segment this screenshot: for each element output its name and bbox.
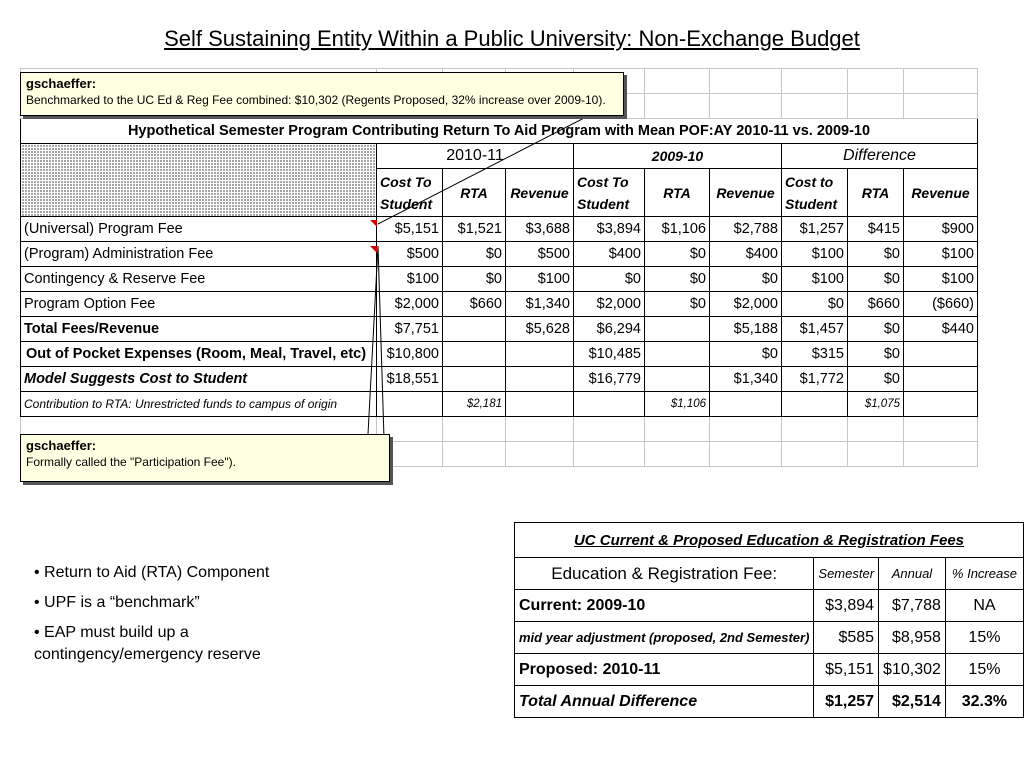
cell: $100 bbox=[506, 267, 574, 292]
cell: $900 bbox=[904, 217, 978, 242]
cell: $0 bbox=[848, 242, 904, 267]
row-label: Contingency & Reserve Fee bbox=[21, 267, 377, 292]
cell: $2,514 bbox=[879, 686, 946, 718]
table-row bbox=[515, 590, 1024, 622]
cell: $100 bbox=[782, 267, 848, 292]
row-label: Model Suggests Cost to Student bbox=[21, 367, 377, 392]
cell: NA bbox=[945, 590, 1023, 622]
comment-box-bottom[interactable] bbox=[20, 434, 390, 482]
group-header-2009-10: 2009-10 bbox=[574, 144, 782, 169]
cell: $6,294 bbox=[574, 317, 645, 342]
row-label: (Program) Administration Fee bbox=[21, 242, 377, 267]
cell: 15% bbox=[945, 654, 1023, 686]
row-label: Program Option Fee bbox=[21, 292, 377, 317]
col-header: RTA bbox=[443, 169, 506, 217]
cell: $1,075 bbox=[848, 392, 904, 417]
col-header: Revenue bbox=[904, 169, 978, 217]
cell: $3,894 bbox=[814, 590, 879, 622]
cell: $1,340 bbox=[506, 292, 574, 317]
cell: $100 bbox=[904, 242, 978, 267]
cell: $10,302 bbox=[879, 654, 946, 686]
row-label: Total Annual Difference bbox=[515, 686, 814, 718]
cell: 32.3% bbox=[945, 686, 1023, 718]
cell: $1,106 bbox=[645, 392, 710, 417]
row-label: Out of Pocket Expenses (Room, Meal, Travel, etc) bbox=[21, 342, 377, 367]
col-header: Annual bbox=[879, 558, 946, 590]
cell: $585 bbox=[814, 622, 879, 654]
row-label: Contribution to RTA: Unrestricted funds to campus of origin bbox=[21, 392, 377, 417]
cell: $3,894 bbox=[574, 217, 645, 242]
cell: $100 bbox=[904, 267, 978, 292]
cell: $2,000 bbox=[377, 292, 443, 317]
group-header-difference: Difference bbox=[782, 144, 978, 169]
bullet-item: • Return to Aid (RTA) Component bbox=[34, 564, 270, 581]
cell: $100 bbox=[782, 242, 848, 267]
cell: $5,628 bbox=[506, 317, 574, 342]
cell: $100 bbox=[377, 267, 443, 292]
cell: $500 bbox=[506, 242, 574, 267]
cell: $0 bbox=[782, 292, 848, 317]
cell: $0 bbox=[645, 242, 710, 267]
cell: $0 bbox=[710, 342, 782, 367]
cell: $440 bbox=[904, 317, 978, 342]
cell: $400 bbox=[710, 242, 782, 267]
cell: $2,000 bbox=[710, 292, 782, 317]
col-header: Revenue bbox=[506, 169, 574, 217]
cell: $5,151 bbox=[377, 217, 443, 242]
comment-author: gschaeffer: bbox=[26, 438, 97, 453]
bullet-item: • EAP must build up a contingency/emergency reserve bbox=[34, 624, 261, 663]
fee-table bbox=[514, 522, 1024, 718]
cell: $1,772 bbox=[782, 367, 848, 392]
col-header: Semester bbox=[814, 558, 879, 590]
col-header: % Increase bbox=[945, 558, 1023, 590]
cell: $0 bbox=[645, 292, 710, 317]
cell: $660 bbox=[443, 292, 506, 317]
row-label: Current: 2009-10 bbox=[515, 590, 814, 622]
table-row bbox=[515, 622, 1024, 654]
cell: $0 bbox=[848, 267, 904, 292]
row-label: (Universal) Program Fee bbox=[21, 217, 377, 242]
cell: $0 bbox=[848, 367, 904, 392]
cell: $315 bbox=[782, 342, 848, 367]
comment-text: Formally called the "Participation Fee"). bbox=[26, 455, 236, 469]
slide-title: Self Sustaining Entity Within a Public University: Non-Exchange Budget bbox=[164, 26, 860, 51]
group-header-2010-11: 2010-11 bbox=[377, 144, 574, 169]
cell: $1,257 bbox=[782, 217, 848, 242]
table-row bbox=[515, 686, 1024, 718]
cell: $7,751 bbox=[377, 317, 443, 342]
cell: $400 bbox=[574, 242, 645, 267]
cell: $2,000 bbox=[574, 292, 645, 317]
cell: $1,340 bbox=[710, 367, 782, 392]
cell: $1,457 bbox=[782, 317, 848, 342]
row-label: Total Fees/Revenue bbox=[21, 317, 377, 342]
cell: $5,188 bbox=[710, 317, 782, 342]
cell: ($660) bbox=[904, 292, 978, 317]
fee-table-title: UC Current & Proposed Education & Registration Fees bbox=[515, 523, 1024, 558]
cell: $5,151 bbox=[814, 654, 879, 686]
cell: $415 bbox=[848, 217, 904, 242]
cell: $0 bbox=[848, 342, 904, 367]
cell: $0 bbox=[710, 267, 782, 292]
table-title: Hypothetical Semester Program Contributing Return To Aid Program with Mean POF:AY 2010-11 vs. 2009-10 bbox=[21, 119, 978, 144]
col-header: Cost to Student bbox=[782, 169, 848, 217]
comment-box-top[interactable] bbox=[20, 72, 624, 116]
cell: $2,788 bbox=[710, 217, 782, 242]
col-header: Revenue bbox=[710, 169, 782, 217]
cell: $7,788 bbox=[879, 590, 946, 622]
col-header: Cost To Student bbox=[377, 169, 443, 217]
cell: $0 bbox=[848, 317, 904, 342]
cell: $0 bbox=[443, 267, 506, 292]
cell: $3,688 bbox=[506, 217, 574, 242]
fee-header-label: Education & Registration Fee: bbox=[515, 558, 814, 590]
comment-text: Benchmarked to the UC Ed & Reg Fee combined: $10,302 (Regents Proposed, 32% increase over 2009-10). bbox=[26, 93, 606, 107]
cell: $18,551 bbox=[377, 367, 443, 392]
cell: $10,485 bbox=[574, 342, 645, 367]
cell: 15% bbox=[945, 622, 1023, 654]
cell: $2,181 bbox=[443, 392, 506, 417]
cell: $660 bbox=[848, 292, 904, 317]
cell: $16,779 bbox=[574, 367, 645, 392]
cell: $1,257 bbox=[814, 686, 879, 718]
cell: $0 bbox=[574, 267, 645, 292]
table-row bbox=[515, 654, 1024, 686]
cell: $1,106 bbox=[645, 217, 710, 242]
cell: $8,958 bbox=[879, 622, 946, 654]
cell: $500 bbox=[377, 242, 443, 267]
cell: $0 bbox=[645, 267, 710, 292]
cell: $0 bbox=[443, 242, 506, 267]
bullet-list bbox=[34, 562, 344, 674]
cell: $1,521 bbox=[443, 217, 506, 242]
row-label: Proposed: 2010-11 bbox=[515, 654, 814, 686]
cell: $10,800 bbox=[377, 342, 443, 367]
row-label: mid year adjustment (proposed, 2nd Semester) bbox=[515, 622, 814, 654]
bullet-item: • UPF is a “benchmark” bbox=[34, 594, 200, 611]
col-header: RTA bbox=[645, 169, 710, 217]
col-header: Cost To Student bbox=[574, 169, 645, 217]
comment-author: gschaeffer: bbox=[26, 76, 97, 91]
col-header: RTA bbox=[848, 169, 904, 217]
